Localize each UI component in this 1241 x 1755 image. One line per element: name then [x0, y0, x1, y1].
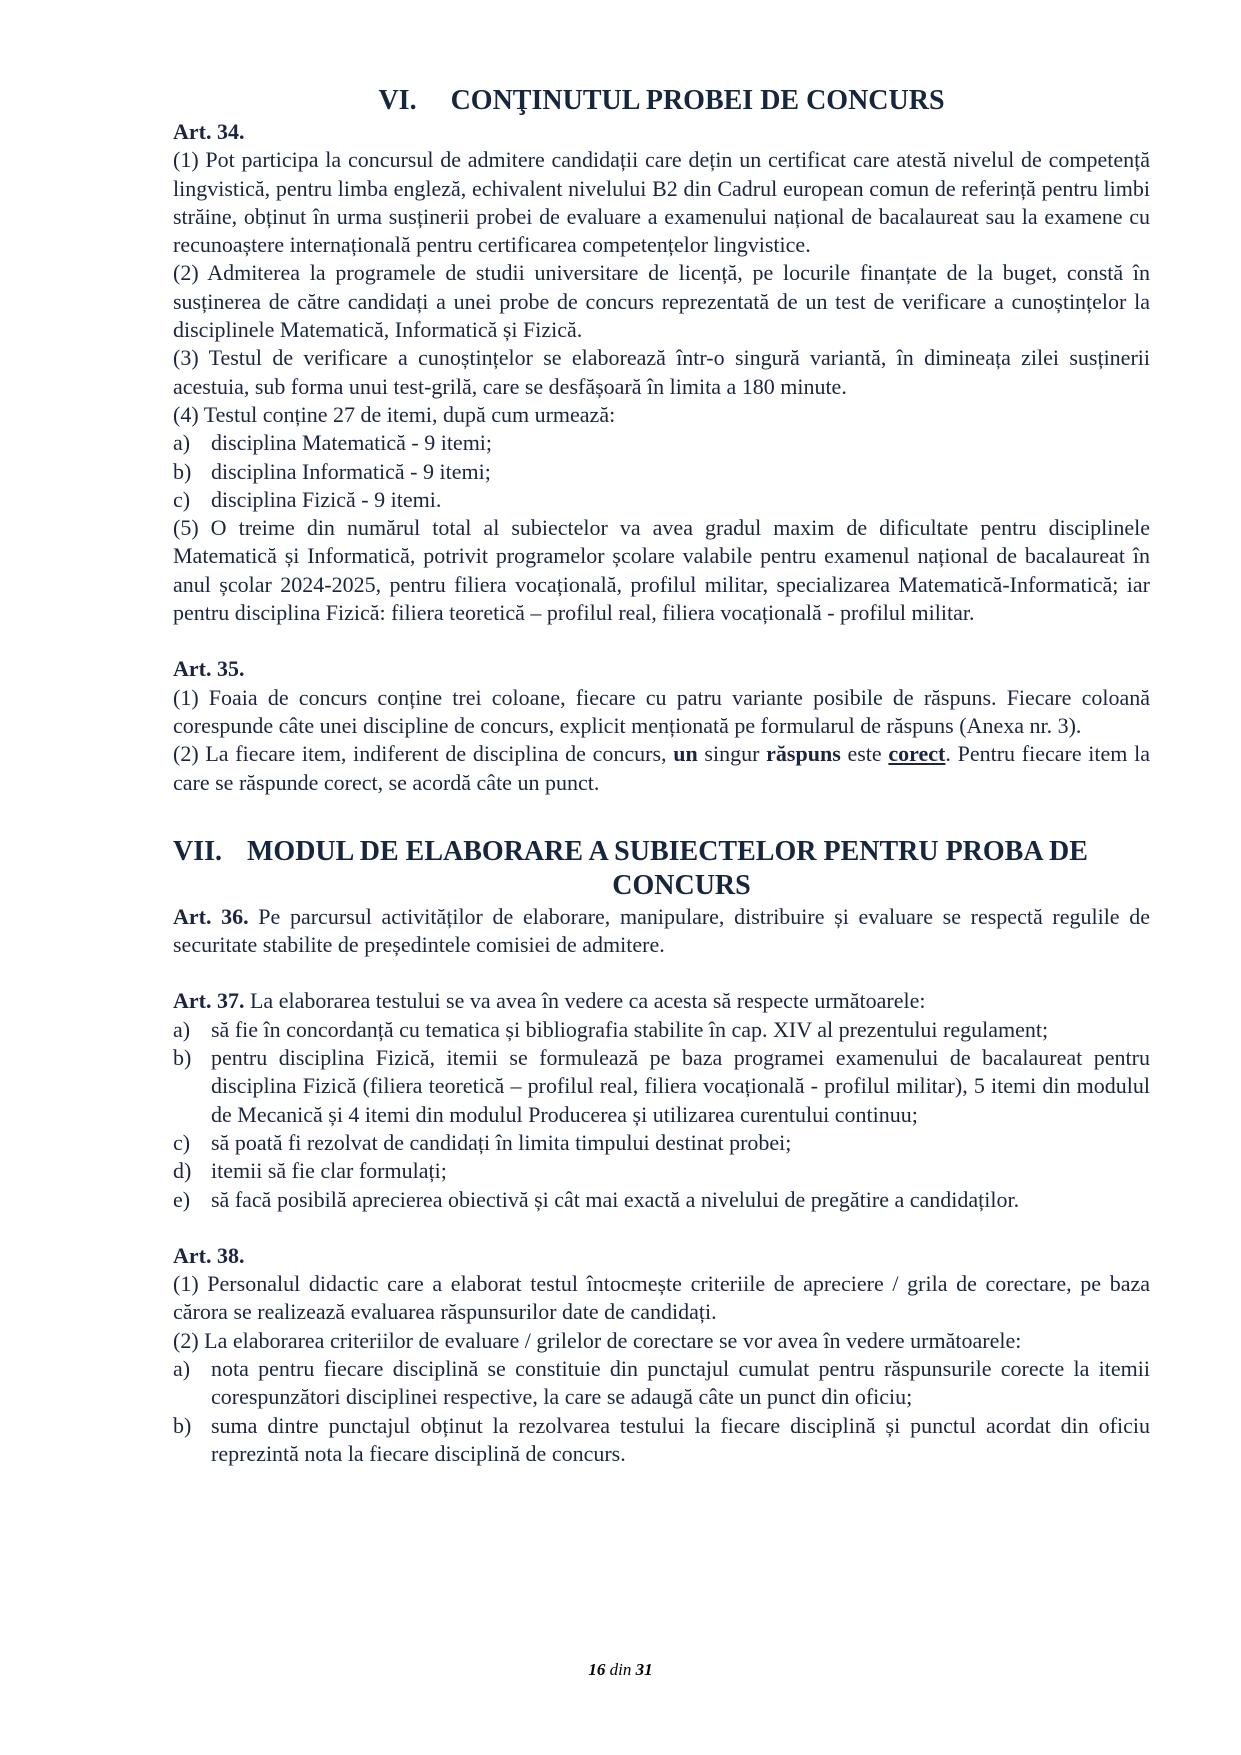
text-run: (2) La fiecare item, indiferent de disciplina de concurs, [173, 741, 674, 767]
spacer [173, 627, 1150, 655]
section-number: VI. [378, 85, 417, 116]
article-36 [173, 903, 1150, 960]
article-35-paragraph-1: (1) Foaia de concurs conține trei coloane, fiecare cu patru variante posibile de răspuns. Fiecare coloană corespunde câte unei discipline de concurs, explicit menționată pe formularul de răspuns (Anexa nr. 3). [173, 684, 1150, 738]
article-38-paragraph-1: (1) Personalul didactic care a elaborat testul întocmește criteriile de apreciere / grila de corectare, pe baza cărora se realizează evaluarea răspunsurilor date de candidați. [173, 1271, 1150, 1325]
emphasis-text: răspuns [766, 741, 841, 767]
emphasis-text: un [673, 741, 698, 767]
article-35-label: Art. 35. [173, 656, 245, 682]
list-text: să facă posibilă aprecierea obiectivă și cât mai exactă a nivelului de pregătire a candidaților. [211, 1186, 1020, 1212]
article-34-label: Art. 34. [173, 119, 245, 144]
section-number: VII. [173, 835, 223, 867]
underlined-emphasis-text: corect [888, 741, 946, 767]
list-marker: c) [173, 486, 191, 512]
list-text: să poată fi rezolvat de candidați în limita timpului destinat probei; [211, 1129, 792, 1155]
list-marker: b) [173, 1045, 192, 1071]
article-34-paragraph-2: (2) Admiterea la programele de studii universitare de licență, pe locurile finanțate de la buget, constă în susținerea de către candidați a unei probe de concurs reprezentată de un test de verificare a cunoștințelor la disciplinele Matematică, Informatică și Fizică. [173, 260, 1150, 343]
list-text: nota pentru fiecare disciplină se constituie din punctajul cumulat pentru răspunsurile corecte la itemii corespunzători disciplinei respective, la care se adaugă câte un punct din oficiu; [211, 1355, 1150, 1410]
article-37-text: La elaborarea testului se va avea în vedere ca acesta să respecte următoarele: [244, 988, 926, 1014]
list-item [173, 429, 1150, 457]
list-text: să fie în concordanță cu tematica și bibliografia stabilite în cap. XIV al prezentului regulament; [211, 1016, 1049, 1042]
text-run: este [840, 741, 889, 767]
article-34-paragraph-1: (1) Pot participa la concursul de admitere candidații care dețin un certificat care atestă nivelul de competență lingvistică, pentru limba engleză, echivalent nivelului B2 din Cadrul european comun de referință pentru limbi străine, obținut în urma susținerii probei de evaluare a examenului național de bacalaureat sau la examene cu recunoaștere internațională pentru certificarea competențelor lingvistice. [173, 147, 1150, 258]
list-item [173, 1157, 1150, 1185]
list-text: itemii să fie clar formulați; [211, 1158, 447, 1184]
list-text: disciplina Matematică - 9 itemi; [211, 430, 493, 456]
list-marker: a) [173, 1355, 191, 1381]
section-title-line-2: CONCURS [612, 869, 751, 901]
document-page [173, 84, 1150, 1468]
list-text: disciplina Fizică - 9 itemi. [211, 486, 442, 512]
text-run: . Pentru fiecare item la care se răspunde corect, se acordă câte un punct. [173, 741, 1150, 795]
article-37 [173, 987, 1150, 1015]
current-page-number: 16 [588, 1660, 606, 1679]
section-heading-vii [173, 835, 1150, 903]
article-38-paragraph-2: (2) La elaborarea criteriilor de evaluare / grilelor de corectare se vor avea în vedere următoarele: [173, 1327, 1022, 1353]
list-marker: e) [173, 1186, 191, 1212]
list-item [173, 1412, 1150, 1469]
text-run: singur [697, 741, 767, 767]
section-title-line-1: MODUL DE ELABORARE A SUBIECTELOR PENTRU PROBA DE [247, 835, 1088, 867]
list-marker: b) [173, 458, 192, 484]
list-item [173, 486, 1150, 514]
list-item [173, 1355, 1150, 1412]
article-35-paragraph-2 [173, 740, 1150, 797]
article-37-label: Art. 37. [173, 988, 245, 1014]
page-separator: din [609, 1660, 632, 1679]
article-34-paragraph-5: (5) O treime din numărul total al subiectelor va avea gradul maxim de dificultate pentru disciplinele Matematică și Informatică, potrivit programelor școlare valabile pentru examenul național de bacalaureat în anul școlar 2024-2025, pentru filiera vocațională, profilul militar, specializarea Matematică-Informatică; iar pentru disciplina Fizică: filiera teoretică – profilul real, filiera vocațională - profilul militar. [173, 515, 1150, 626]
total-pages-number: 31 [635, 1660, 653, 1679]
list-text: pentru disciplina Fizică, itemii se formulează pe baza programei examenului de bacalaureat pentru disciplina Fizică (filiera teoretică – profilul real, filiera vocațională - profilul militar), 5 itemi din modulul de Mecanică și 4 itemi din modulul Producerea și utilizarea curentului continuu; [211, 1045, 1150, 1127]
article-36-label: Art. 36. [173, 903, 249, 929]
list-marker: c) [173, 1129, 191, 1155]
article-34-paragraph-4: (4) Testul conține 27 de itemi, după cum urmează: [173, 401, 616, 427]
article-34-paragraph-3: (3) Testul de verificare a cunoștințelor se elaborează într-o singură variantă, în dimineața zilei susținerii acestuia, sub forma unui test-grilă, care se desfășoară în limita a 180 minute. [173, 345, 1150, 399]
spacer [173, 1214, 1150, 1242]
list-marker: a) [173, 1016, 191, 1042]
list-item [173, 1044, 1150, 1129]
list-text: suma dintre punctajul obținut la rezolvarea testului la fiecare disciplină și punctul acordat din oficiu reprezintă nota la fiecare disciplină de concurs. [211, 1412, 1150, 1466]
list-marker: d) [173, 1158, 192, 1184]
list-item [173, 458, 1150, 486]
list-marker: b) [173, 1412, 192, 1438]
list-item [173, 1129, 1150, 1157]
list-text: disciplina Informatică - 9 itemi; [211, 458, 491, 484]
spacer [173, 797, 1150, 835]
section-heading-vi [173, 84, 1150, 118]
section-title: CONŢINUTUL PROBEI DE CONCURS [450, 85, 945, 116]
list-item [173, 1186, 1150, 1214]
list-marker: a) [173, 430, 191, 456]
article-36-text: Pe parcursul activităților de elaborare, manipulare, distribuire și evaluare se respectă regulile de securitate stabilite de președintele comisiei de admitere. [173, 903, 1150, 958]
article-38-label: Art. 38. [173, 1242, 245, 1268]
list-item [173, 1016, 1150, 1044]
spacer [173, 959, 1150, 987]
page-number-footer [0, 1660, 1241, 1680]
